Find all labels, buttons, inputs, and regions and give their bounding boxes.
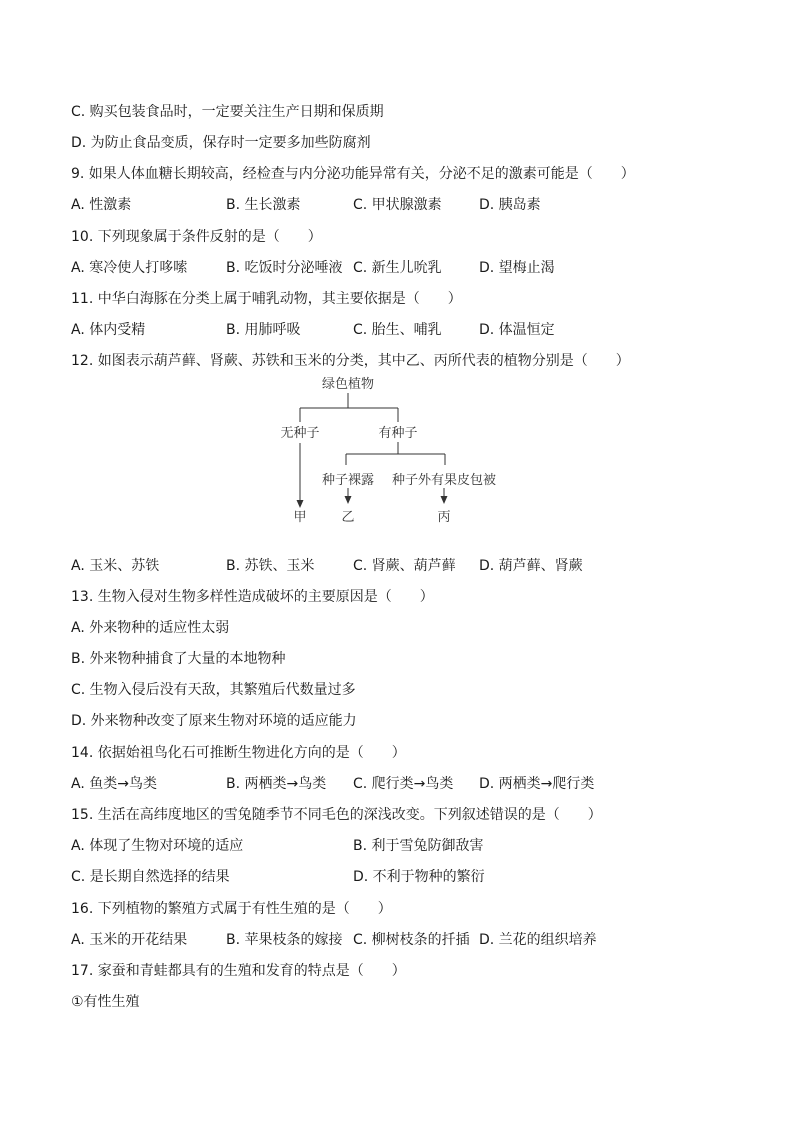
question-17-item-1: ①有性生殖 [71, 994, 140, 1010]
option-c[interactable]: C. 柳树枝条的扦插 [353, 932, 470, 948]
question-15-options-row2 [71, 867, 711, 887]
arrow-head [297, 500, 304, 508]
option-a[interactable]: A. 体现了生物对环境的适应 [71, 838, 244, 854]
question-12-options [71, 556, 711, 576]
option-b[interactable]: B. 吃饭时分泌唾液 [226, 260, 343, 276]
question-16-options [71, 930, 711, 950]
option-a[interactable]: A. 鱼类→鸟类 [71, 776, 157, 792]
question-13-option-b[interactable]: B. 外来物种捕食了大量的本地物种 [71, 651, 286, 667]
node-covered-seed: 种子外有果皮包被 [391, 473, 497, 488]
question-9: 9. 如果人体血糖长期较高，经检查与内分泌功能异常有关，分泌不足的激素可能是（ ） [71, 166, 635, 182]
q8-option-c: C. 购买包装食品时，一定要关注生产日期和保质期 [71, 104, 384, 120]
question-15-options-row1 [71, 836, 711, 856]
option-d[interactable]: D. 葫芦藓、肾蕨 [479, 558, 583, 574]
option-a[interactable]: A. 玉米、苏铁 [71, 558, 160, 574]
option-c[interactable]: C. 甲状腺激素 [353, 197, 442, 213]
node-yi: 乙 [341, 510, 355, 525]
question-12: 12. 如图表示葫芦藓、肾蕨、苏铁和玉米的分类，其中乙、丙所代表的植物分别是（ ） [71, 353, 630, 369]
node-has-seed: 有种子 [378, 426, 418, 441]
question-10-options [71, 258, 711, 278]
option-b[interactable]: B. 用肺呼吸 [226, 322, 301, 338]
question-11-options [71, 320, 711, 340]
question-14: 14. 依据始祖鸟化石可推断生物进化方向的是（ ） [71, 745, 406, 761]
question-10: 10. 下列现象属于条件反射的是（ ） [71, 229, 322, 245]
option-c[interactable]: C. 肾蕨、葫芦藓 [353, 558, 456, 574]
question-14-options [71, 774, 711, 794]
option-c[interactable]: C. 爬行类→鸟类 [353, 776, 454, 792]
option-b[interactable]: B. 苏铁、玉米 [226, 558, 315, 574]
option-b[interactable]: B. 利于雪兔防御敌害 [353, 838, 484, 854]
question-17: 17. 家蚕和青蛙都具有的生殖和发育的特点是（ ） [71, 963, 406, 979]
option-d[interactable]: D. 望梅止渴 [479, 260, 555, 276]
node-no-seed: 无种子 [280, 426, 320, 441]
question-16: 16. 下列植物的繁殖方式属于有性生殖的是（ ） [71, 901, 392, 917]
question-13: 13. 生物入侵对生物多样性造成破坏的主要原因是（ ） [71, 589, 434, 605]
question-9-options [71, 195, 711, 215]
option-d[interactable]: D. 不利于物种的繁衍 [353, 869, 485, 885]
option-c[interactable]: C. 是长期自然选择的结果 [71, 869, 230, 885]
arrow-head [345, 496, 352, 504]
question-13-option-d[interactable]: D. 外来物种改变了原来生物对环境的适应能力 [71, 713, 357, 729]
option-a[interactable]: A. 寒冷使人打哆嗦 [71, 260, 188, 276]
question-15: 15. 生活在高纬度地区的雪兔随季节不同毛色的深浅改变。下列叙述错误的是（ ） [71, 807, 602, 823]
option-d[interactable]: D. 兰花的组织培养 [479, 932, 597, 948]
plant-classification-diagram [270, 372, 530, 532]
option-b[interactable]: B. 生长激素 [226, 197, 301, 213]
node-bing: 丙 [437, 510, 451, 525]
arrow-head [441, 496, 448, 504]
option-a[interactable]: A. 玉米的开花结果 [71, 932, 188, 948]
question-13-option-c[interactable]: C. 生物入侵后没有天敌，其繁殖后代数量过多 [71, 682, 356, 698]
option-b[interactable]: B. 苹果枝条的嫁接 [226, 932, 343, 948]
option-d[interactable]: D. 胰岛素 [479, 197, 541, 213]
node-naked-seed: 种子裸露 [321, 473, 375, 488]
node-green-plants: 绿色植物 [321, 377, 375, 392]
option-d[interactable]: D. 两栖类→爬行类 [479, 776, 595, 792]
option-c[interactable]: C. 新生儿吮乳 [353, 260, 442, 276]
question-11: 11. 中华白海豚在分类上属于哺乳动物，其主要依据是（ ） [71, 291, 462, 307]
option-d[interactable]: D. 体温恒定 [479, 322, 555, 338]
option-a[interactable]: A. 体内受精 [71, 322, 146, 338]
q8-option-d: D. 为防止食品变质，保存时一定要多加些防腐剂 [71, 135, 371, 151]
option-c[interactable]: C. 胎生、哺乳 [353, 322, 442, 338]
node-jia: 甲 [293, 510, 307, 525]
question-13-option-a[interactable]: A. 外来物种的适应性太弱 [71, 620, 230, 636]
option-b[interactable]: B. 两栖类→鸟类 [226, 776, 327, 792]
option-a[interactable]: A. 性激素 [71, 197, 132, 213]
